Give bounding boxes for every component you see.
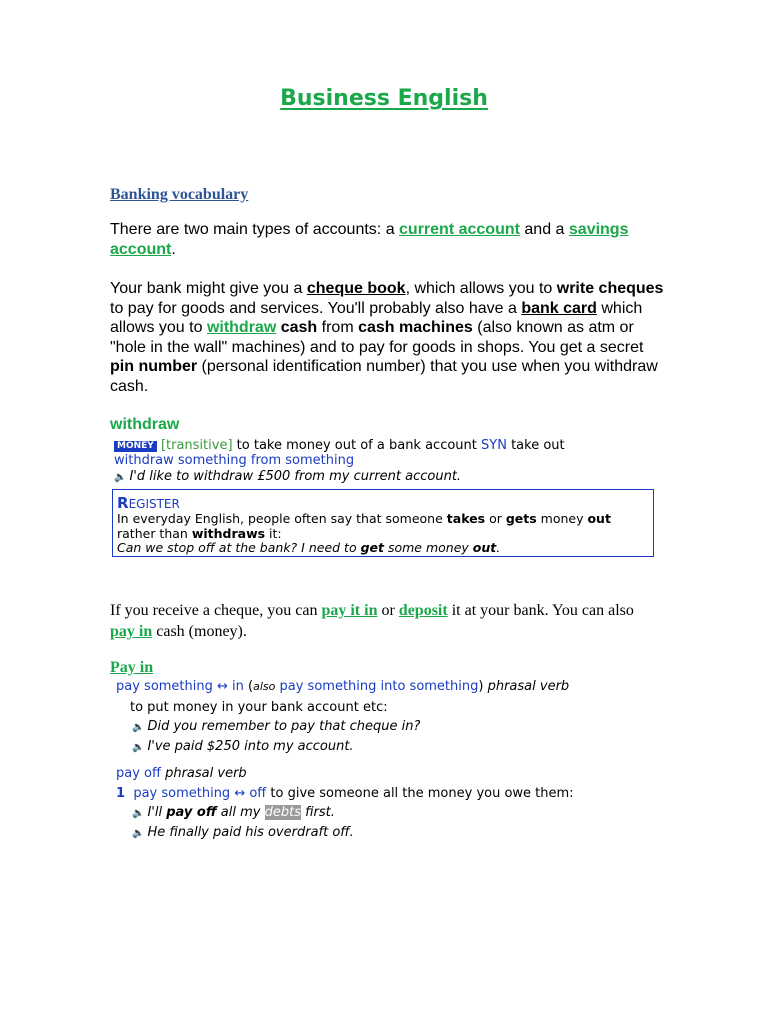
pay-off-example-1: 🔈 I'll pay off all my debts first.: [132, 805, 335, 820]
speaker-icon[interactable]: 🔈: [132, 722, 145, 733]
cards-paragraph: Your bank might give you a cheque book, which allows you to write cheques to pay for goods and services. You'll probably also have a bank card which allows you to withdraw cash from cash machines (also known as atm or "hole in the wall" machines) and to pay for goods in shops. You get a secret pin number (personal identification number) that you use when you withdraw cash.: [110, 280, 664, 395]
withdraw-headword: withdraw: [110, 416, 180, 433]
term-pin-number: pin number: [110, 358, 198, 375]
register-title: REGISTER: [117, 494, 180, 512]
term-withdraw: withdraw: [206, 319, 277, 336]
term-cash-machines: cash machines: [358, 319, 473, 336]
withdraw-definition: MONEY [transitive] to take money out of a bank account SYN take out: [114, 438, 565, 454]
term-deposit: deposit: [398, 602, 448, 619]
register-box: [112, 489, 654, 557]
pay-off-example-2: 🔈 He finally paid his overdraft off.: [132, 825, 354, 840]
term-cheque-book: cheque book: [306, 280, 406, 297]
pay-in-example-1: 🔈 Did you remember to pay that cheque in?: [132, 719, 421, 734]
deposit-paragraph: If you receive a cheque, you can pay it in or deposit it at your bank. You can also pay in cash (money).: [110, 602, 634, 640]
term-savings-account: savings account: [110, 221, 629, 258]
term-pay-in: pay in: [110, 623, 153, 640]
speaker-icon[interactable]: 🔈: [114, 472, 127, 483]
pay-off-head: pay off phrasal verb: [116, 766, 247, 781]
accounts-paragraph: There are two main types of accounts: a current account and a savings account.: [110, 221, 629, 258]
pay-off-sense: 1 pay something ↔ off to give someone all the money you owe them:: [116, 786, 574, 801]
withdraw-pattern: withdraw something from something: [114, 453, 355, 468]
speaker-icon[interactable]: 🔈: [132, 808, 145, 819]
term-write-cheques: write cheques: [556, 280, 664, 297]
pay-in-example-2: 🔈 I've paid $250 into my account.: [132, 739, 354, 754]
term-current-account: current account: [399, 221, 520, 238]
register-text: In everyday English, people often say that someone takes or gets money out rather than withdraws it: Can we stop off at the bank? I need to get some money out.: [117, 511, 611, 555]
term-pay-it-in: pay it in: [321, 602, 378, 619]
section-heading: Banking vocabulary: [110, 186, 249, 203]
speaker-icon[interactable]: 🔈: [132, 828, 145, 839]
term-cash: cash: [280, 319, 318, 336]
pay-in-definition: to put money in your bank account etc:: [130, 700, 388, 715]
pay-in-headword: Pay in: [110, 659, 154, 676]
speaker-icon[interactable]: 🔈: [132, 742, 145, 753]
page-title: Business English: [280, 86, 488, 111]
term-bank-card: bank card: [521, 299, 597, 317]
pay-in-head: pay something ↔ in (also pay something into something) phrasal verb: [116, 679, 570, 694]
withdraw-example: 🔈 I'd like to withdraw £500 from my current account.: [114, 469, 462, 484]
money-badge: MONEY: [114, 441, 157, 452]
